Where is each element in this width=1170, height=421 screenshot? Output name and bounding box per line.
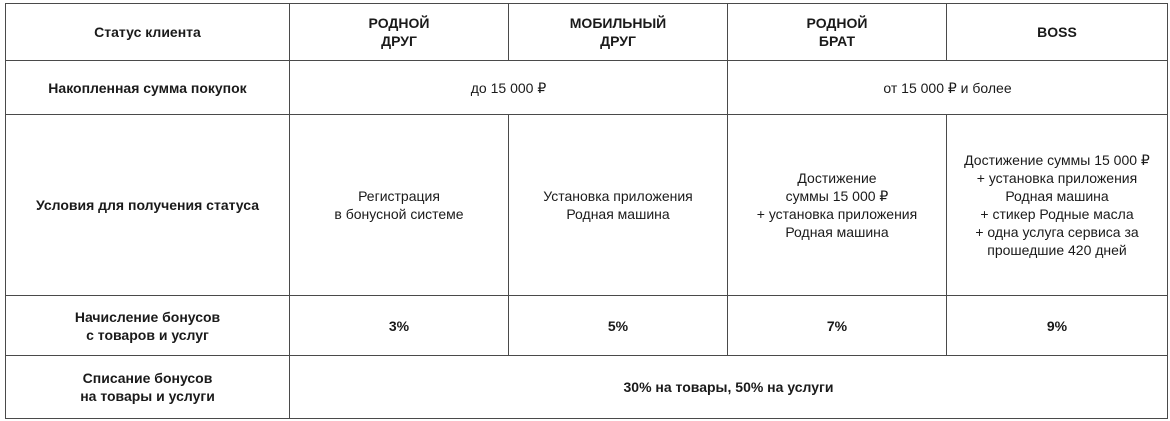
purchases-low-value: до 15 000 ₽ (290, 61, 728, 115)
writeoff-row (6, 356, 1168, 419)
purchases-row (6, 61, 1168, 115)
condition-rodnoy-drug: Регистрация в бонусной системе (290, 115, 509, 296)
conditions-row (6, 115, 1168, 296)
status-rodnoy-brat: РОДНОЙ БРАТ (728, 4, 947, 61)
status-rodnoy-drug: РОДНОЙ ДРУГ (290, 4, 509, 61)
condition-rodnoy-brat: Достижение суммы 15 000 ₽ + установка приложения Родная машина (728, 115, 947, 296)
condition-mobilny-drug: Установка приложения Родная машина (509, 115, 728, 296)
header-row (6, 4, 1168, 61)
accrual-row (6, 296, 1168, 356)
accrual-label: Начисление бонусов с товаров и услуг (6, 296, 290, 356)
status-boss: BOSS (947, 4, 1168, 61)
accrual-boss: 9% (947, 296, 1168, 356)
purchases-label: Накопленная сумма покупок (6, 61, 290, 115)
condition-boss: Достижение суммы 15 000 ₽ + установка приложения Родная машина + стикер Родные масла + одна услуга сервиса за прошедшие 420 дней (947, 115, 1168, 296)
loyalty-status-table (5, 3, 1168, 419)
status-mobilny-drug: МОБИЛЬНЫЙ ДРУГ (509, 4, 728, 61)
conditions-label: Условия для получения статуса (6, 115, 290, 296)
writeoff-label: Списание бонусов на товары и услуги (6, 356, 290, 419)
writeoff-value: 30% на товары, 50% на услуги (290, 356, 1168, 419)
client-status-label: Статус клиента (6, 4, 290, 61)
accrual-rodnoy-brat: 7% (728, 296, 947, 356)
accrual-mobilny-drug: 5% (509, 296, 728, 356)
accrual-rodnoy-drug: 3% (290, 296, 509, 356)
purchases-high-value: от 15 000 ₽ и более (728, 61, 1168, 115)
